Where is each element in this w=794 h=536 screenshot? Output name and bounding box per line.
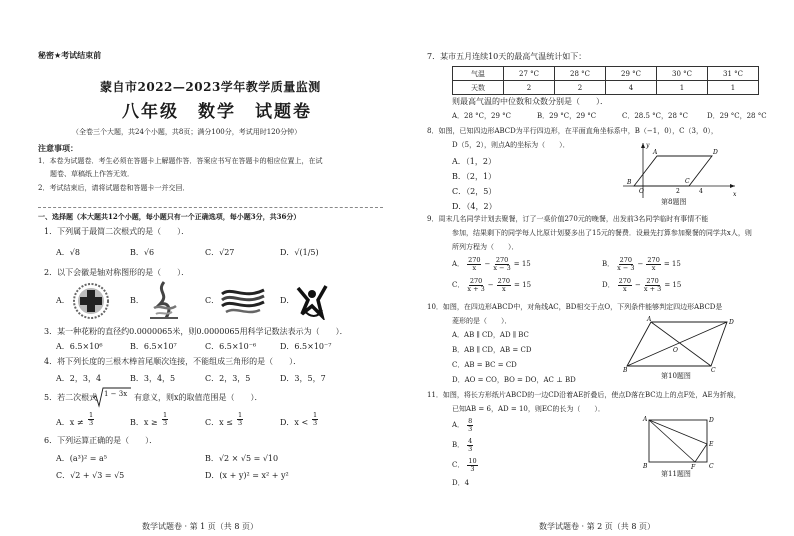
q1-option-d: D．√(1/5) [280, 248, 319, 257]
svg-text:4: 4 [699, 188, 703, 195]
q3-option-b: B．6.5×10⁷ [130, 342, 177, 351]
denominator: x [502, 285, 506, 293]
q2-option-a: A． [56, 296, 70, 305]
q7-option-a: A．28 °C，29 °C [452, 112, 512, 120]
q7-temperature-table [452, 66, 759, 95]
q5-option-b: B．x ≥ [130, 418, 158, 427]
q8-stem-1: 8．如图，已知四边形ABCD为平行四边形，在平面直角坐标系中，B（−1，0），C（3，0）， [427, 127, 718, 135]
q8-option-c: C．（2，5） [452, 187, 497, 196]
q1-option-b: B．√6 [130, 248, 155, 257]
svg-text:y: y [646, 142, 650, 149]
fraction [467, 418, 473, 433]
q1-option-c: C．√27 [205, 248, 235, 257]
exam-title: 蒙自市2022—2023学年教学质量监测 [100, 80, 321, 94]
denominator: 3 [313, 419, 318, 427]
table-cell: 1 [708, 81, 759, 95]
numerator: 270 [618, 277, 632, 285]
q5-stem-start: 5．若二次根式 [44, 393, 98, 402]
numerator: 1 [313, 411, 318, 419]
q8-option-a: A．（1，2） [452, 157, 496, 166]
svg-text:O: O [673, 347, 678, 354]
q11-option-d: D．4 [452, 479, 470, 487]
emblem-flame-icon [146, 278, 182, 322]
table-cell: 气温 [453, 67, 504, 81]
fraction [497, 278, 511, 293]
page-1-footer: 数学试题卷 · 第 1 页（共 8 页） [142, 522, 258, 531]
table-row [453, 67, 759, 81]
svg-text:E: E [709, 441, 714, 448]
q7-option-c: C．28.5 °C，28 °C [622, 112, 689, 120]
numerator: 270 [469, 277, 483, 285]
q3-option-c: C．6.5×10⁻⁶ [205, 342, 257, 351]
q8-option-d: D．（4，2） [452, 202, 497, 211]
svg-text:2: 2 [676, 188, 680, 195]
svg-text:F: F [691, 464, 696, 470]
q9-stem-2: 参加，结果剩下的同学每人比原计划要多出了15元的餐费．设最先打算参加聚餐的同学共x人，则 [452, 229, 752, 237]
numerator: 1 [89, 411, 94, 419]
q11-option-b [452, 438, 473, 453]
q9-option-c [452, 278, 531, 293]
q8-stem-2: D（5，2），则点A的坐标为（ ）． [452, 141, 570, 149]
q5-d-fraction [312, 412, 318, 427]
q8-caption: 第8题图 [661, 198, 687, 206]
q10-option-c: C．AB = BC = CD [452, 361, 517, 369]
q11-stem-1: 11．如图，将长方形纸片ABCD的一边CD沿着AE折叠后，使点D落在BC边上的点F处，AE为折痕， [427, 391, 741, 399]
table-cell: 天数 [453, 81, 504, 95]
option-label: C． [452, 461, 465, 469]
q4-stem: 4．将下列长度的三根木棒首尾顺次连接，不能组成三角形的是（ ）． [44, 357, 302, 366]
q10-option-d: D．AO = CO，BO = DO，AC ⊥ BD [452, 376, 576, 384]
q9-stem-1: 9．周末几名同学计划去聚餐，订了一桌价值270元的晚餐，出发前3名同学临时有事情不能 [427, 215, 709, 223]
numerator: 10 [468, 457, 477, 465]
table-cell: 31 °C [708, 67, 759, 81]
q9-option-a [452, 257, 531, 272]
q10-option-a: A．AB ∥ CD，AD ∥ BC [452, 331, 529, 339]
svg-text:B: B [623, 367, 628, 372]
denominator: 3 [468, 445, 473, 453]
q1-stem: 1．下列属于最简二次根式的是（ ）． [44, 227, 190, 236]
svg-text:A: A [643, 416, 648, 423]
q6-option-d: D．(x + y)² = x² + y² [205, 471, 289, 480]
q7-question: 则最高气温的中位数和众数分别是（ ）． [452, 97, 608, 106]
minus-sign: − [635, 281, 641, 289]
svg-text:D: D [713, 149, 718, 156]
q5-option-a: A．x ≠ [56, 418, 84, 427]
numerator: 8 [468, 417, 473, 425]
equals-value: = 15 [514, 281, 532, 289]
minus-sign: − [637, 260, 644, 268]
table-cell: 2 [504, 81, 555, 95]
q4-option-b: B．3，4，5 [130, 374, 176, 383]
svg-text:D: D [709, 417, 714, 424]
fraction [644, 278, 661, 293]
q10-stem-1: 10．如图，在四边形ABCD中，对角线AC，BD相交于点O，下列条件能够判定四边形ABCD是 [427, 303, 723, 311]
svg-text:O: O [639, 188, 644, 195]
table-cell: 2 [555, 81, 606, 95]
denominator: x [472, 264, 477, 272]
emblem-waves-icon [218, 284, 268, 318]
denominator: x [623, 285, 627, 293]
q10-option-b: B．AB ∥ CD，AB = CD [452, 346, 532, 354]
q7-stem: 7．某市五月连续10天的最高气温统计如下： [427, 52, 587, 61]
q11-figure [641, 414, 721, 470]
emblem-cross-icon [72, 282, 110, 320]
denominator: x + 3 [643, 285, 662, 293]
q9-option-b [602, 257, 681, 272]
q5-radicand: 1 − 3x [104, 390, 128, 398]
q4-option-a: A．2，3，4 [56, 374, 102, 383]
q6-option-a: A．(a³)² = a⁵ [56, 454, 107, 463]
numerator: 1 [238, 411, 243, 419]
fraction [493, 257, 510, 272]
svg-text:A: A [653, 149, 658, 156]
denominator: 3 [468, 425, 473, 433]
q5-option-c: C．x ≤ [205, 418, 233, 427]
fraction [467, 438, 473, 453]
q3-option-d: D．6.5×10⁻⁷ [280, 342, 332, 351]
equals-value: = 15 [513, 260, 531, 268]
numerator: 1 [163, 411, 168, 419]
option-label: C． [452, 281, 465, 289]
q11-caption: 第11题图 [661, 470, 691, 478]
q6-option-b: B．√2 × √5 = √10 [205, 454, 279, 463]
denominator: 3 [89, 419, 94, 427]
denominator: x − 3 [493, 264, 511, 272]
equals-value: = 15 [664, 281, 682, 289]
fraction [467, 257, 481, 272]
q9-option-d [602, 278, 681, 293]
q8-figure [619, 140, 739, 200]
note-2: 2．考试结束后，请将试题卷和答题卡一并交回． [38, 184, 190, 192]
minus-sign: − [484, 260, 491, 268]
table-cell: 29 °C [606, 67, 657, 81]
svg-text:C: C [685, 178, 690, 185]
note-1-cont: 题卷、草稿纸上作答无效． [50, 170, 134, 178]
option-label: A． [452, 421, 465, 429]
denominator: 3 [238, 419, 243, 427]
q2-option-d: D． [280, 296, 295, 305]
denominator: x + 3 [467, 285, 485, 293]
q11-option-c [452, 458, 478, 473]
q11-option-a [452, 418, 473, 433]
equals-value: = 15 [663, 260, 681, 268]
q5-b-fraction [162, 412, 168, 427]
minus-sign: − [487, 281, 494, 289]
paper-title: 八年级 数学 试题卷 [122, 102, 312, 122]
denominator: 3 [163, 419, 168, 427]
q5-a-fraction [88, 412, 94, 427]
numerator: 270 [646, 277, 659, 285]
section-divider [38, 207, 383, 208]
q10-caption: 第10题图 [661, 372, 691, 380]
notes-title: 注意事项： [38, 143, 78, 153]
numerator: 270 [619, 256, 633, 264]
confidential-stamp: 秘密★考试结束前 [38, 51, 102, 60]
svg-text:x: x [733, 191, 737, 198]
q10-stem-2: 菱形的是（ ）． [452, 317, 512, 325]
q9-stem-3: 所列方程为（ ）． [452, 243, 519, 251]
svg-text:C: C [711, 367, 716, 372]
svg-text:C: C [709, 463, 714, 470]
option-label: B． [452, 441, 465, 449]
q2-option-b: B． [130, 296, 144, 305]
svg-text:B: B [643, 463, 648, 470]
q5-c-fraction [237, 412, 243, 427]
numerator: 4 [468, 437, 473, 445]
page-2 [397, 0, 794, 536]
denominator: x [651, 264, 656, 272]
q4-option-d: D．3，5，7 [280, 374, 326, 383]
table-cell: 27 °C [504, 67, 555, 81]
q5-option-d: D．x < [280, 418, 309, 427]
q5-stem-end: 有意义，则x的取值范围是（ ）． [134, 393, 263, 402]
q2-option-c: C． [205, 296, 220, 305]
q2-stem: 2．以下会徽是轴对称图形的是（ ）． [44, 268, 190, 277]
numerator: 270 [495, 256, 509, 264]
option-label: D． [602, 281, 615, 289]
q3-option-a: A．6.5×10⁶ [56, 342, 103, 351]
table-cell: 1 [657, 81, 708, 95]
q4-option-c: C．2，3，5 [205, 374, 251, 383]
exam-info: （全卷三个大题，共24个小题，共8页；满分100分，考试用时120分钟） [72, 128, 302, 136]
q1-option-a: A．√8 [56, 248, 80, 257]
denominator: 3 [470, 465, 475, 473]
svg-text:A: A [647, 316, 652, 323]
note-1: 1．本卷为试题卷．考生必须在答题卡上解题作答．答案应书写在答题卡的相应位置上，在试 [38, 157, 323, 165]
q6-stem: 6．下列运算正确的是（ ）． [44, 436, 158, 445]
svg-text:D: D [729, 319, 734, 326]
table-cell: 30 °C [657, 67, 708, 81]
section-heading: 一、选择题（本大题共12个小题，每小题只有一个正确选项，每小题3分，共36分） [38, 212, 301, 221]
emblem-figure-icon [294, 280, 328, 320]
page-2-footer: 数学试题卷 · 第 2 页（共 8 页） [539, 522, 655, 531]
q8-option-b: B．（2，1） [452, 172, 497, 181]
q10-figure [623, 316, 743, 372]
table-cell: 28 °C [555, 67, 606, 81]
fraction [467, 458, 477, 473]
q7-option-d: D．29 °C，28 °C [707, 112, 767, 120]
option-label: A． [452, 260, 465, 268]
fraction [618, 278, 632, 293]
fraction [646, 257, 660, 272]
numerator: 270 [647, 256, 660, 264]
table-row [453, 81, 759, 95]
q11-stem-2: 已知AB = 6，AD = 10，则EC的长为（ ）． [452, 405, 605, 413]
denominator: x − 3 [617, 264, 635, 272]
table-cell: 4 [606, 81, 657, 95]
fraction [617, 257, 634, 272]
option-label: B． [602, 260, 615, 268]
numerator: 270 [468, 256, 481, 264]
q7-option-b: B．29 °C，29 °C [537, 112, 597, 120]
q6-option-c: C．√2 + √3 = √5 [56, 471, 125, 480]
svg-text:B: B [627, 179, 632, 186]
q3-stem: 3．某一种花粉的直径约0.0000065米，则0.0000065用科学记数法表示为（ ）． [44, 327, 348, 336]
numerator: 270 [497, 277, 511, 285]
fraction [467, 278, 484, 293]
